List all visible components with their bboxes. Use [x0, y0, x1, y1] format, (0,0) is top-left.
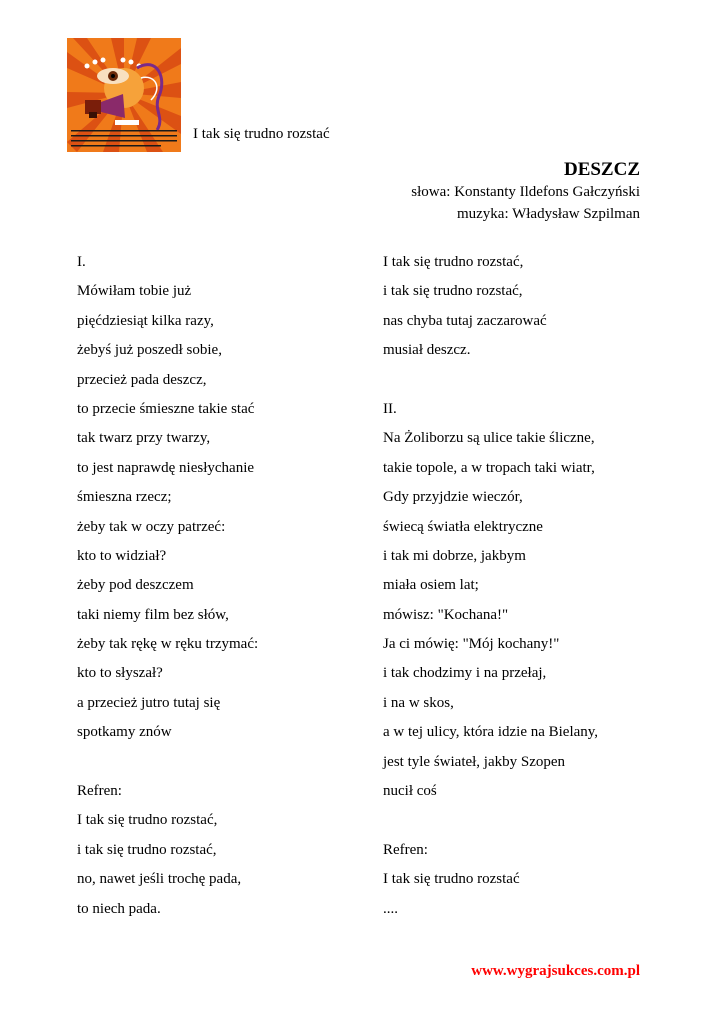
lyric-line: musiał deszcz. — [383, 342, 471, 359]
lyric-line: jest tyle świateł, jakby Szopen — [383, 753, 566, 770]
lyric-line: i tak chodzimy i na przełaj, — [383, 665, 547, 682]
lyric-line: taki niemy film bez słów, — [77, 606, 229, 623]
lyric-line: żeby tak rękę w ręku trzymać: — [77, 636, 259, 653]
lyric-line: Gdy przyjdzie wieczór, — [383, 489, 523, 506]
lyric-line: to jest naprawdę niesłychanie — [77, 459, 255, 476]
lyric-line: spotkamy znów — [77, 724, 172, 741]
lyric-line: mówisz: "Kochana!" — [383, 606, 509, 623]
lyrics-credit: słowa: Konstanty Ildefons Gałczyński — [411, 184, 640, 200]
lyric-line: no, nawet jeśli trochę pada, — [77, 871, 242, 888]
music-credit: muzyka: Władysław Szpilman — [456, 206, 640, 222]
lyric-line: I. — [77, 254, 86, 270]
lyric-line: nas chyba tutaj zaczarować — [383, 312, 547, 329]
lyric-line: miała osiem lat; — [383, 577, 479, 594]
album-cover-image — [67, 38, 181, 152]
lyric-line: śmieszna rzecz; — [77, 489, 172, 506]
lyric-line: przecież pada deszcz, — [77, 371, 207, 388]
lyric-line: pięćdziesiąt kilka razy, — [77, 312, 214, 329]
lyric-line: I tak się trudno rozstać — [383, 871, 520, 888]
lyric-line: II. — [383, 400, 397, 417]
lyric-line: Mówiłam tobie już — [77, 283, 192, 300]
lyric-line: to przecie śmieszne takie stać — [77, 400, 255, 417]
lyric-line: i tak się trudno rozstać, — [383, 283, 523, 300]
lyric-line: i tak się trudno rozstać, — [77, 841, 217, 858]
lyric-line: a w tej ulicy, która idzie na Bielany, — [383, 724, 599, 741]
song-title: DESZCZ — [563, 159, 640, 180]
lyrics-left-column — [77, 248, 377, 924]
lyric-line: Na Żoliborzu są ulice takie śliczne, — [383, 430, 595, 447]
lyric-line: Refren: — [77, 783, 122, 800]
lyric-line: żeby tak w oczy patrzeć: — [77, 518, 226, 535]
lyric-line: I tak się trudno rozstać, — [77, 812, 218, 829]
lyric-line: a przecież jutro tutaj się — [77, 694, 221, 711]
footer-website-link[interactable]: www.wygrajsukces.com.pl — [471, 963, 640, 979]
lyric-line: Ja ci mówię: "Mój kochany!" — [383, 636, 560, 653]
lyric-line: .... — [383, 900, 398, 917]
lyric-line: żeby pod deszczem — [77, 577, 194, 594]
lyric-line: kto to widział? — [77, 547, 167, 564]
lyric-line: i na w skos, — [383, 694, 454, 711]
lyric-line: nucił coś — [383, 783, 437, 800]
lyric-line: takie topole, a w tropach taki wiatr, — [383, 459, 595, 476]
lyric-line: I tak się trudno rozstać, — [383, 254, 524, 270]
lyric-line: Refren: — [383, 841, 428, 858]
lyric-line: to niech pada. — [77, 900, 161, 917]
lyric-line — [383, 806, 683, 835]
lyric-line — [77, 748, 377, 777]
album-title: I tak się trudno rozstać — [193, 126, 330, 142]
lyric-line: i tak mi dobrze, jakbym — [383, 547, 526, 564]
lyric-line: tak twarz przy twarzy, — [77, 430, 211, 447]
lyric-line: kto to słyszał? — [77, 665, 163, 682]
lyric-line: żebyś już poszedł sobie, — [77, 342, 222, 359]
lyric-line — [383, 366, 683, 395]
lyrics-right-column — [383, 248, 683, 924]
lyric-line: świecą światła elektryczne — [383, 518, 543, 535]
